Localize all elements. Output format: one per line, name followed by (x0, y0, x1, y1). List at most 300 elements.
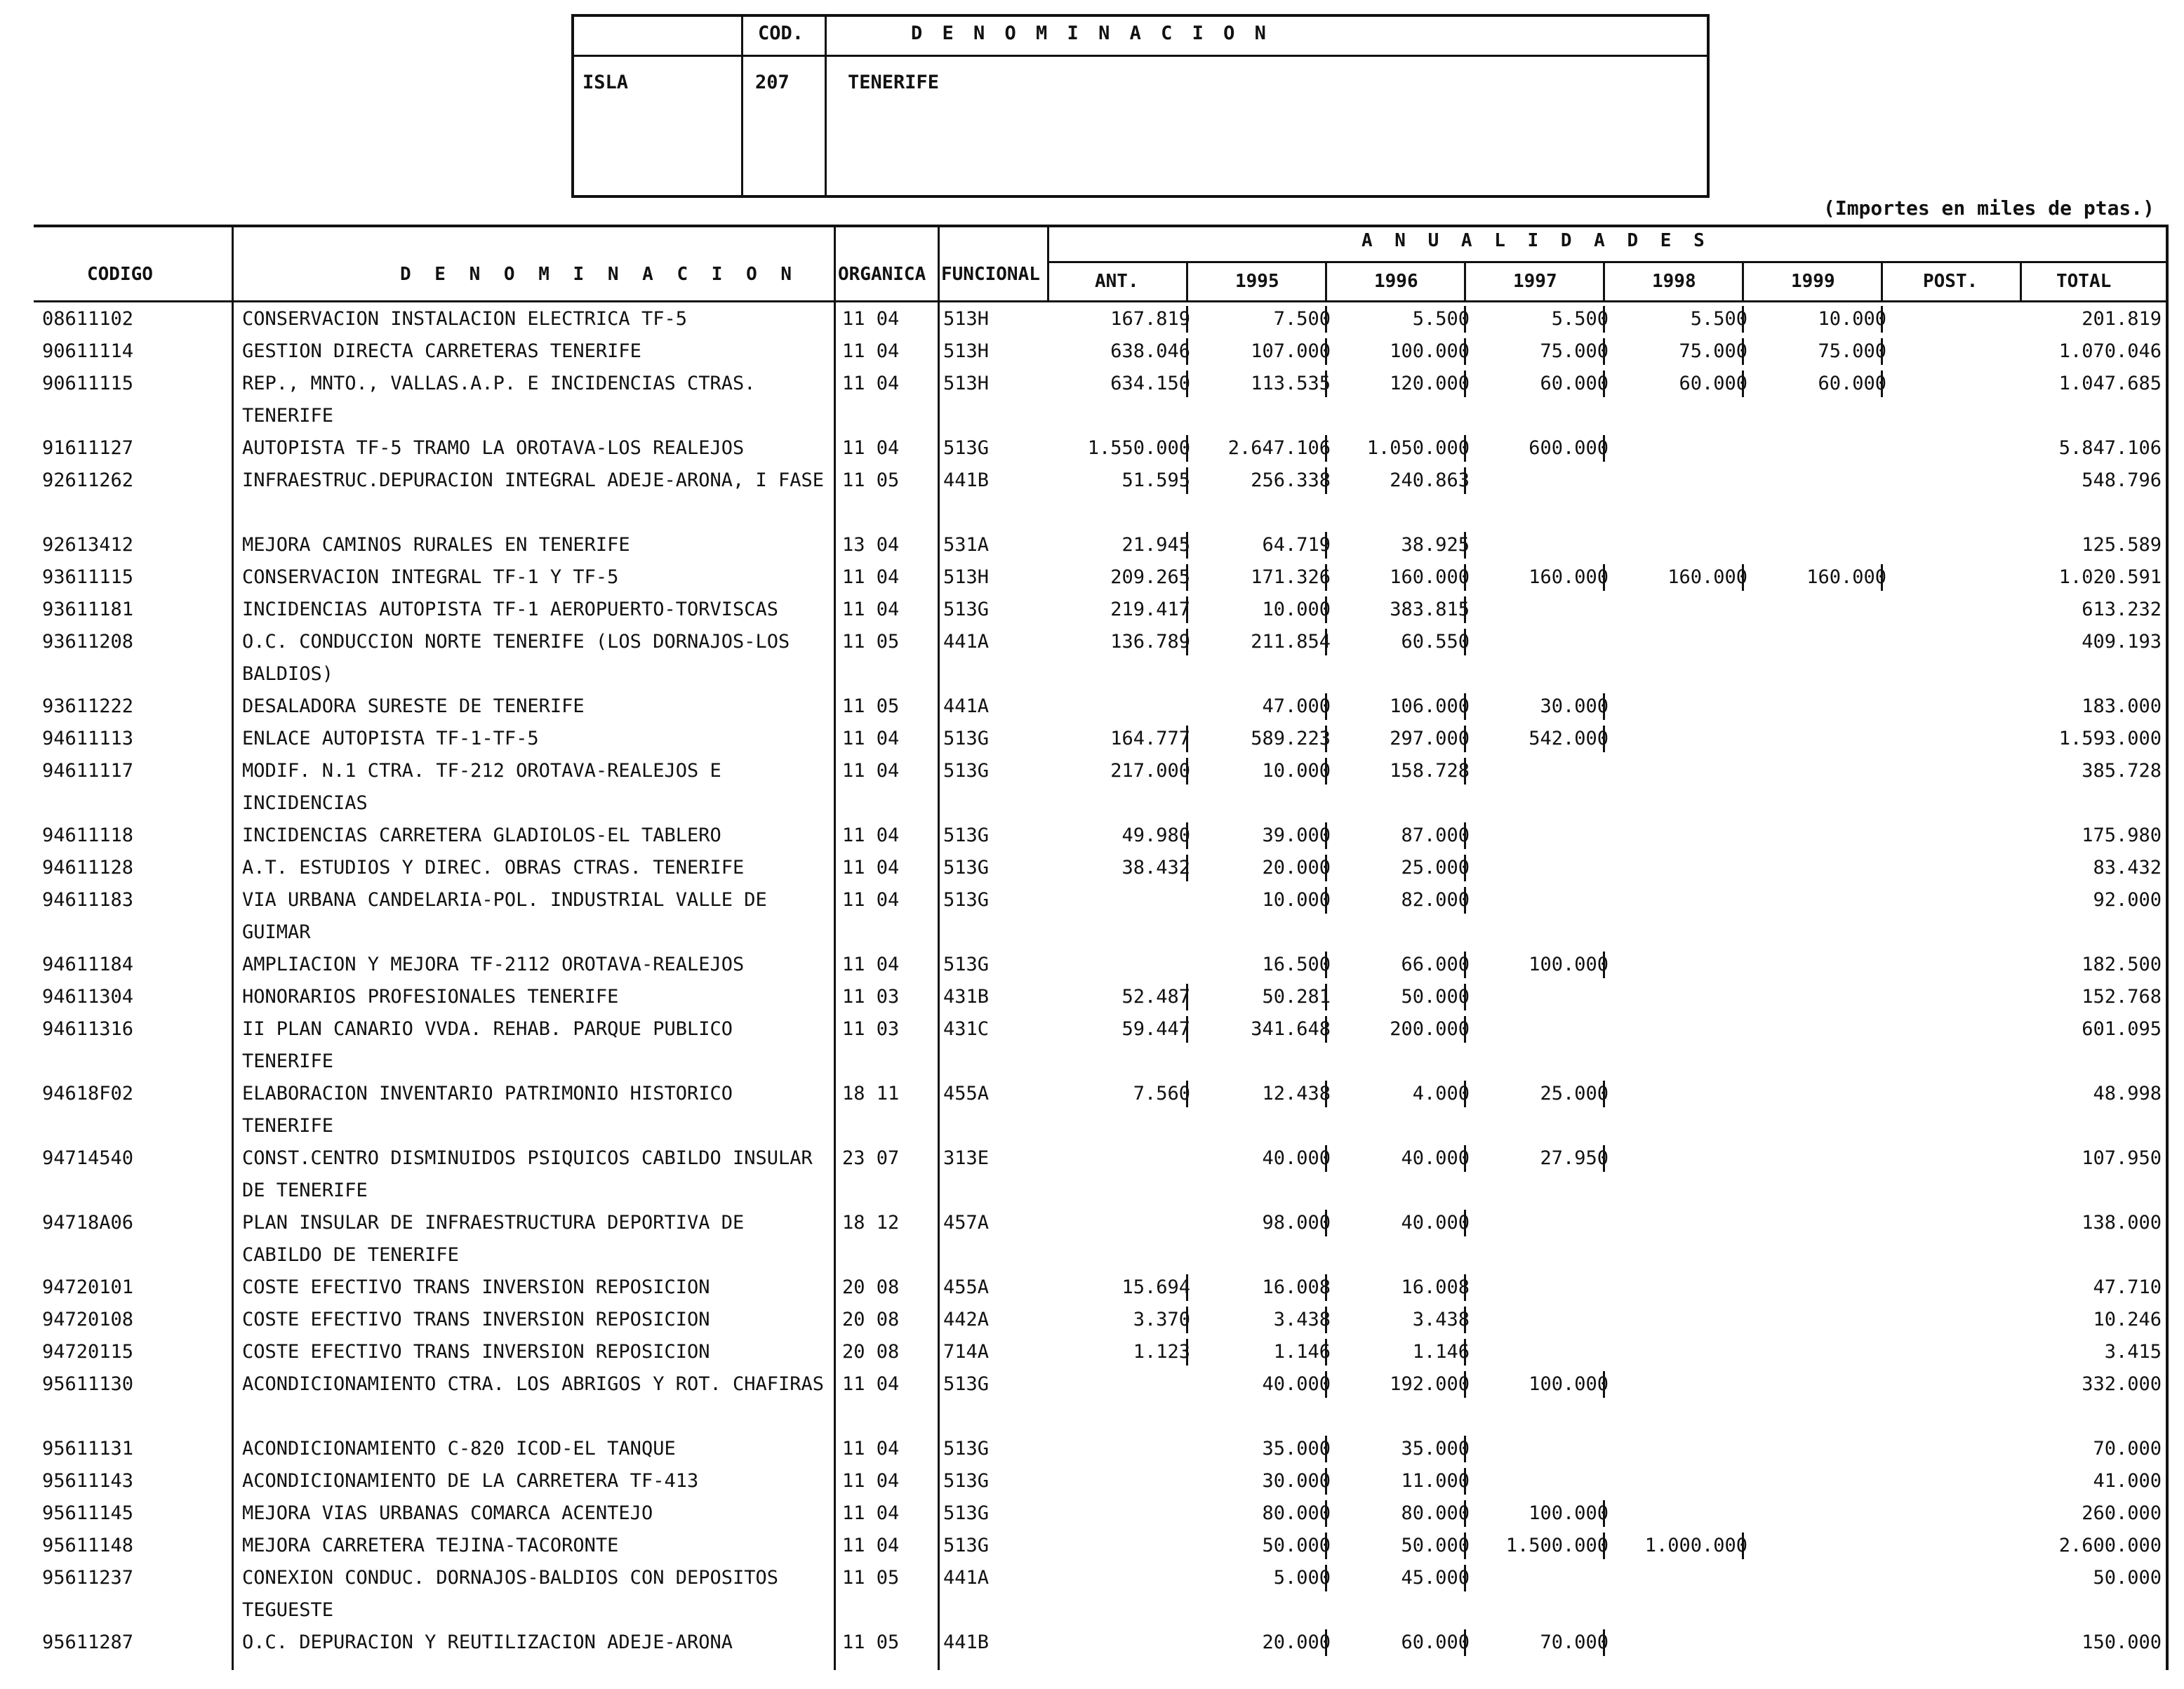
y1997-cell: 27.950 (1540, 1147, 1609, 1169)
funcional-cell: 442A (943, 1309, 990, 1330)
total-cell: 3.415 (2104, 1341, 2162, 1363)
funcional-cell: 513G (943, 825, 990, 846)
y1996-cell: 35.000 (1401, 1438, 1470, 1460)
y1997-cell: 25.000 (1540, 1083, 1609, 1104)
organica-cell: 11 04 (842, 1438, 900, 1460)
y1995-cell: 341.648 (1251, 1018, 1331, 1040)
cell-tick (1742, 564, 1744, 591)
units-note: (Importes en miles de ptas.) (1823, 196, 2155, 220)
denominacion-cell: CONSERVACION INTEGRAL TF-1 Y TF-5 (242, 566, 619, 588)
isla-col-divider-2 (825, 17, 827, 195)
total-cell: 201.819 (2082, 308, 2162, 330)
total-cell: 1.047.685 (2058, 373, 2162, 394)
funcional-cell: 441A (943, 1567, 990, 1589)
funcional-cell: 513G (943, 1373, 990, 1395)
organica-cell: 11 04 (842, 889, 900, 911)
cell-tick (1325, 1145, 1327, 1172)
y1996-cell: 50.000 (1401, 1535, 1470, 1556)
funcional-cell: 513G (943, 889, 990, 911)
cell-tick (1603, 1145, 1605, 1172)
table-row (0, 1530, 2170, 1562)
budget-table (0, 225, 2170, 1670)
y1997-cell: 542.000 (1529, 728, 1609, 749)
denominacion-cell: MEJORA VIAS URBANAS COMARCA ACENTEJO (242, 1502, 653, 1524)
denominacion-cell: PLAN INSULAR DE INFRAESTRUCTURA DEPORTIVA DE CABILDO DE TENERIFE (242, 1212, 745, 1266)
total-cell: 613.232 (2082, 599, 2162, 620)
funcional-cell: 455A (943, 1276, 990, 1298)
table-row (0, 723, 2170, 755)
y1996-cell: 160.000 (1390, 566, 1470, 588)
codigo-cell: 90611115 (42, 373, 134, 394)
ant-cell: 638.046 (1110, 340, 1190, 362)
table-row (0, 626, 2170, 690)
header-post: POST. (1923, 271, 1978, 292)
y1999-cell: 10.000 (1818, 308, 1886, 330)
cell-tick (1464, 1081, 1466, 1107)
table-row (0, 1142, 2170, 1207)
cell-tick (1881, 564, 1883, 591)
total-cell: 152.768 (2082, 986, 2162, 1008)
total-cell: 83.432 (2093, 857, 2162, 879)
cell-tick (1742, 306, 1744, 333)
y1996-cell: 60.000 (1401, 1631, 1470, 1653)
cell-tick (1186, 822, 1188, 849)
y1998-cell: 1.000.000 (1644, 1535, 1747, 1556)
cell-tick (1325, 629, 1327, 655)
cell-tick (1464, 984, 1466, 1010)
total-cell: 47.710 (2093, 1276, 2162, 1298)
cell-tick (1325, 1274, 1327, 1301)
header-anualidades: A N U A L I D A D E S (1361, 230, 1710, 251)
cell-tick (1603, 1081, 1605, 1107)
funcional-cell: 431B (943, 986, 990, 1008)
y1995-cell: 3.438 (1273, 1309, 1331, 1330)
ant-cell: 634.150 (1110, 373, 1190, 394)
table-row (0, 1304, 2170, 1336)
ant-cell: 209.265 (1110, 566, 1190, 588)
organica-cell: 11 05 (842, 631, 900, 653)
ant-cell: 217.000 (1110, 760, 1190, 782)
y1995-cell: 20.000 (1262, 1631, 1331, 1653)
total-cell: 183.000 (2082, 695, 2162, 717)
total-cell: 48.998 (2093, 1083, 2162, 1104)
codigo-cell: 94611118 (42, 825, 134, 846)
y1998-cell: 60.000 (1679, 373, 1747, 394)
table-row (0, 820, 2170, 852)
y1996-cell: 40.000 (1401, 1212, 1470, 1234)
funcional-cell: 441B (943, 1631, 990, 1653)
cell-tick (1464, 532, 1466, 559)
y1996-cell: 120.000 (1390, 373, 1470, 394)
denominacion-cell: INCIDENCIAS AUTOPISTA TF-1 AEROPUERTO-TORVISCAS (242, 599, 779, 620)
table-row (0, 432, 2170, 465)
header-1998: 1998 (1652, 271, 1696, 292)
denominacion-cell: O.C. CONDUCCION NORTE TENERIFE (LOS DORNAJOS-LOS BALDIOS) (242, 631, 790, 685)
organica-cell: 11 04 (842, 1373, 900, 1395)
funcional-cell: 513G (943, 437, 990, 459)
funcional-cell: 513G (943, 1502, 990, 1524)
y1996-cell: 158.728 (1390, 760, 1470, 782)
organica-cell: 11 05 (842, 695, 900, 717)
organica-cell: 20 08 (842, 1341, 900, 1363)
y1995-cell: 40.000 (1262, 1373, 1331, 1395)
cell-tick (1603, 338, 1605, 365)
denominacion-cell: CONEXION CONDUC. DORNAJOS-BALDIOS CON DEPOSITOS TEGUESTE (242, 1567, 779, 1621)
ant-cell: 136.789 (1110, 631, 1190, 653)
header-1999: 1999 (1791, 271, 1835, 292)
total-cell: 1.593.000 (2058, 728, 2162, 749)
denominacion-cell: CONSERVACION INSTALACION ELECTRICA TF-5 (242, 308, 687, 330)
cell-tick (1186, 1081, 1188, 1107)
y1996-cell: 82.000 (1401, 889, 1470, 911)
y1996-cell: 38.925 (1401, 534, 1470, 556)
total-cell: 138.000 (2082, 1212, 2162, 1234)
y1995-cell: 256.338 (1251, 469, 1331, 491)
cell-tick (1881, 370, 1883, 397)
funcional-cell: 513G (943, 1470, 990, 1492)
cell-tick (1325, 1436, 1327, 1462)
isla-label: ISLA (582, 72, 629, 93)
organica-cell: 11 04 (842, 373, 900, 394)
organica-cell: 11 05 (842, 469, 900, 491)
codigo-cell: 95611143 (42, 1470, 134, 1492)
codigo-cell: 95611148 (42, 1535, 134, 1556)
organica-cell: 11 04 (842, 566, 900, 588)
denominacion-cell: CONST.CENTRO DISMINUIDOS PSIQUICOS CABILDO INSULAR DE TENERIFE (242, 1147, 813, 1201)
organica-cell: 20 08 (842, 1309, 900, 1330)
cell-tick (1325, 370, 1327, 397)
total-cell: 5.847.106 (2058, 437, 2162, 459)
funcional-cell: 513G (943, 599, 990, 620)
cell-tick (1464, 1145, 1466, 1172)
denominacion-cell: O.C. DEPURACION Y REUTILIZACION ADEJE-ARONA (242, 1631, 733, 1653)
cell-tick (1186, 1274, 1188, 1301)
codigo-cell: 94611128 (42, 857, 134, 879)
codigo-cell: 93611222 (42, 695, 134, 717)
total-cell: 70.000 (2093, 1438, 2162, 1460)
cell-tick (1325, 1371, 1327, 1398)
organica-cell: 11 04 (842, 1535, 900, 1556)
y1995-cell: 12.438 (1262, 1083, 1331, 1104)
isla-col-denominacion-header: D E N O M I N A C I O N (911, 22, 1270, 44)
codigo-cell: 93611115 (42, 566, 134, 588)
y1997-cell: 160.000 (1529, 566, 1609, 588)
total-cell: 1.070.046 (2058, 340, 2162, 362)
table-row (0, 1271, 2170, 1304)
y1995-cell: 64.719 (1262, 534, 1331, 556)
y1995-cell: 30.000 (1262, 1470, 1331, 1492)
cell-tick (1186, 758, 1188, 785)
table-row (0, 690, 2170, 723)
y1998-cell: 75.000 (1679, 340, 1747, 362)
cell-tick (1186, 726, 1188, 752)
funcional-cell: 714A (943, 1341, 990, 1363)
y1996-cell: 45.000 (1401, 1567, 1470, 1589)
ant-cell: 1.550.000 (1087, 437, 1190, 459)
cell-tick (1325, 1081, 1327, 1107)
codigo-cell: 94714540 (42, 1147, 134, 1169)
denominacion-cell: COSTE EFECTIVO TRANS INVERSION REPOSICION (242, 1341, 710, 1363)
organica-cell: 11 04 (842, 1502, 900, 1524)
cell-tick (1881, 338, 1883, 365)
cell-tick (1186, 596, 1188, 623)
funcional-cell: 513H (943, 373, 990, 394)
funcional-cell: 513H (943, 308, 990, 330)
cell-tick (1464, 1339, 1466, 1366)
organica-cell: 11 04 (842, 760, 900, 782)
cell-tick (1464, 1629, 1466, 1656)
cell-tick (1742, 1533, 1744, 1559)
denominacion-cell: DESALADORA SURESTE DE TENERIFE (242, 695, 585, 717)
col-line-1999 (1742, 261, 1744, 302)
cell-tick (1186, 532, 1188, 559)
y1999-cell: 160.000 (1806, 566, 1886, 588)
y1997-cell: 100.000 (1529, 954, 1609, 975)
cell-tick (1464, 1371, 1466, 1398)
col-line-1996 (1325, 261, 1327, 302)
y1996-cell: 25.000 (1401, 857, 1470, 879)
cell-tick (1325, 596, 1327, 623)
y1995-cell: 589.223 (1251, 728, 1331, 749)
y1995-cell: 50.000 (1262, 1535, 1331, 1556)
denominacion-cell: ELABORACION INVENTARIO PATRIMONIO HISTORICO TENERIFE (242, 1083, 733, 1137)
cell-tick (1464, 467, 1466, 494)
cell-tick (1186, 338, 1188, 365)
y1995-cell: 98.000 (1262, 1212, 1331, 1234)
y1995-cell: 7.500 (1273, 308, 1331, 330)
denominacion-cell: GESTION DIRECTA CARRETERAS TENERIFE (242, 340, 641, 362)
denominacion-cell: ACONDICIONAMIENTO DE LA CARRETERA TF-413 (242, 1470, 699, 1492)
denominacion-cell: INCIDENCIAS CARRETERA GLADIOLOS-EL TABLERO (242, 825, 721, 846)
total-cell: 125.589 (2082, 534, 2162, 556)
total-cell: 409.193 (2082, 631, 2162, 653)
funcional-cell: 431C (943, 1018, 990, 1040)
organica-cell: 11 04 (842, 954, 900, 975)
cell-tick (1325, 1533, 1327, 1559)
denominacion-cell: ENLACE AUTOPISTA TF-1-TF-5 (242, 728, 539, 749)
header-ant: ANT. (1095, 271, 1139, 292)
codigo-cell: 94718A06 (42, 1212, 134, 1234)
cell-tick (1325, 822, 1327, 849)
col-line-anualidades (1047, 225, 1049, 302)
cell-tick (1186, 984, 1188, 1010)
table-row (0, 949, 2170, 981)
y1999-cell: 60.000 (1818, 373, 1886, 394)
denominacion-cell: MEJORA CARRETERA TEJINA-TACORONTE (242, 1535, 619, 1556)
table-row (0, 561, 2170, 594)
header-funcional: FUNCIONAL (941, 264, 1040, 285)
y1997-cell: 100.000 (1529, 1502, 1609, 1524)
funcional-cell: 441A (943, 631, 990, 653)
codigo-cell: 08611102 (42, 308, 134, 330)
codigo-cell: 94720108 (42, 1309, 134, 1330)
y1995-cell: 10.000 (1262, 760, 1331, 782)
y1996-cell: 1.050.000 (1366, 437, 1470, 459)
organica-cell: 11 04 (842, 599, 900, 620)
organica-cell: 13 04 (842, 534, 900, 556)
cell-tick (1464, 693, 1466, 720)
cell-tick (1325, 467, 1327, 494)
codigo-cell: 93611181 (42, 599, 134, 620)
cell-tick (1464, 1274, 1466, 1301)
y1995-cell: 211.854 (1251, 631, 1331, 653)
cell-tick (1464, 596, 1466, 623)
cell-tick (1464, 726, 1466, 752)
codigo-cell: 95611131 (42, 1438, 134, 1460)
y1995-cell: 16.500 (1262, 954, 1331, 975)
table-row (0, 1465, 2170, 1497)
header-total: TOTAL (2056, 271, 2112, 292)
cell-tick (1603, 1533, 1605, 1559)
cell-tick (1186, 306, 1188, 333)
total-cell: 1.020.591 (2058, 566, 2162, 588)
codigo-cell: 94720101 (42, 1276, 134, 1298)
denominacion-cell: ACONDICIONAMIENTO CTRA. LOS ABRIGOS Y ROT. CHAFIRAS (242, 1373, 825, 1395)
cell-tick (1186, 1339, 1188, 1366)
organica-cell: 11 04 (842, 1470, 900, 1492)
cell-tick (1464, 952, 1466, 978)
cell-tick (1464, 1565, 1466, 1591)
ant-cell: 219.417 (1110, 599, 1190, 620)
organica-cell: 11 03 (842, 1018, 900, 1040)
y1997-cell: 60.000 (1540, 373, 1609, 394)
cell-tick (1881, 306, 1883, 333)
y1995-cell: 10.000 (1262, 599, 1331, 620)
y1998-cell: 160.000 (1667, 566, 1747, 588)
y1999-cell: 75.000 (1818, 340, 1886, 362)
table-row (0, 465, 2170, 529)
y1996-cell: 66.000 (1401, 954, 1470, 975)
cell-tick (1325, 338, 1327, 365)
header-denominacion: D E N O M I N A C I O N (400, 264, 799, 285)
codigo-cell: 94611304 (42, 986, 134, 1008)
y1996-cell: 4.000 (1412, 1083, 1470, 1104)
y1996-cell: 240.863 (1390, 469, 1470, 491)
cell-tick (1603, 726, 1605, 752)
ant-cell: 167.819 (1110, 308, 1190, 330)
cell-tick (1325, 435, 1327, 462)
y1995-cell: 10.000 (1262, 889, 1331, 911)
codigo-cell: 95611130 (42, 1373, 134, 1395)
cell-tick (1464, 758, 1466, 785)
col-line-1998 (1603, 261, 1605, 302)
cell-tick (1186, 564, 1188, 591)
y1996-cell: 11.000 (1401, 1470, 1470, 1492)
cell-tick (1464, 822, 1466, 849)
y1996-cell: 80.000 (1401, 1502, 1470, 1524)
denominacion-cell: II PLAN CANARIO VVDA. REHAB. PARQUE PUBLICO TENERIFE (242, 1018, 733, 1072)
denominacion-cell: MEJORA CAMINOS RURALES EN TENERIFE (242, 534, 630, 556)
total-cell: 2.600.000 (2058, 1535, 2162, 1556)
cell-tick (1186, 855, 1188, 881)
y1997-cell: 600.000 (1529, 437, 1609, 459)
isla-denominacion-value: TENERIFE (848, 72, 940, 93)
organica-cell: 11 04 (842, 437, 900, 459)
cell-tick (1464, 338, 1466, 365)
codigo-cell: 91611127 (42, 437, 134, 459)
y1995-cell: 20.000 (1262, 857, 1331, 879)
cell-tick (1325, 758, 1327, 785)
ant-cell: 52.487 (1121, 986, 1190, 1008)
codigo-cell: 92611262 (42, 469, 134, 491)
table-row (0, 1562, 2170, 1627)
cell-tick (1325, 855, 1327, 881)
table-row (0, 1078, 2170, 1142)
codigo-cell: 94611183 (42, 889, 134, 911)
cell-tick (1325, 532, 1327, 559)
y1997-cell: 5.500 (1551, 308, 1609, 330)
table-row (0, 594, 2170, 626)
denominacion-cell: HONORARIOS PROFESIONALES TENERIFE (242, 986, 619, 1008)
funcional-cell: 513G (943, 954, 990, 975)
codigo-cell: 90611114 (42, 340, 134, 362)
cell-tick (1325, 564, 1327, 591)
y1995-cell: 16.008 (1262, 1276, 1331, 1298)
organica-cell: 18 12 (842, 1212, 900, 1234)
cell-tick (1464, 435, 1466, 462)
organica-cell: 11 04 (842, 308, 900, 330)
funcional-cell: 513G (943, 1438, 990, 1460)
funcional-cell: 457A (943, 1212, 990, 1234)
organica-cell: 18 11 (842, 1083, 900, 1104)
funcional-cell: 513H (943, 566, 990, 588)
organica-cell: 23 07 (842, 1147, 900, 1169)
cell-tick (1325, 952, 1327, 978)
cell-tick (1464, 1533, 1466, 1559)
y1997-cell: 75.000 (1540, 340, 1609, 362)
denominacion-cell: AMPLIACION Y MEJORA TF-2112 OROTAVA-REALEJOS (242, 954, 745, 975)
total-cell: 601.095 (2082, 1018, 2162, 1040)
table-row (0, 1207, 2170, 1271)
table-row (0, 1627, 2170, 1659)
col-line-1995 (1186, 261, 1188, 302)
table-row (0, 529, 2170, 561)
organica-cell: 11 04 (842, 340, 900, 362)
codigo-cell: 94618F02 (42, 1083, 134, 1104)
cell-tick (1464, 629, 1466, 655)
ant-cell: 59.447 (1121, 1018, 1190, 1040)
table-row (0, 303, 2170, 335)
y1995-cell: 50.281 (1262, 986, 1331, 1008)
y1995-cell: 1.146 (1273, 1341, 1331, 1363)
total-cell: 175.980 (2082, 825, 2162, 846)
codigo-cell: 94611316 (42, 1018, 134, 1040)
total-cell: 548.796 (2082, 469, 2162, 491)
cell-tick (1603, 564, 1605, 591)
y1995-cell: 5.000 (1273, 1567, 1331, 1589)
table-row (0, 1433, 2170, 1465)
codigo-cell: 95611287 (42, 1631, 134, 1653)
y1995-cell: 35.000 (1262, 1438, 1331, 1460)
denominacion-cell: COSTE EFECTIVO TRANS INVERSION REPOSICION (242, 1309, 710, 1330)
cell-tick (1325, 1565, 1327, 1591)
y1995-cell: 107.000 (1251, 340, 1331, 362)
isla-cod-value: 207 (755, 72, 790, 93)
denominacion-cell: REP., MNTO., VALLAS.A.P. E INCIDENCIAS CTRAS. TENERIFE (242, 373, 756, 427)
denominacion-cell: ACONDICIONAMIENTO C-820 ICOD-EL TANQUE (242, 1438, 676, 1460)
organica-cell: 11 04 (842, 857, 900, 879)
total-cell: 92.000 (2093, 889, 2162, 911)
ant-cell: 164.777 (1110, 728, 1190, 749)
cell-tick (1325, 1500, 1327, 1527)
funcional-cell: 531A (943, 534, 990, 556)
y1996-cell: 16.008 (1401, 1276, 1470, 1298)
denominacion-cell: COSTE EFECTIVO TRANS INVERSION REPOSICION (242, 1276, 710, 1298)
codigo-cell: 94611184 (42, 954, 134, 975)
cell-tick (1464, 1307, 1466, 1333)
total-cell: 50.000 (2093, 1567, 2162, 1589)
y1996-cell: 100.000 (1390, 340, 1470, 362)
